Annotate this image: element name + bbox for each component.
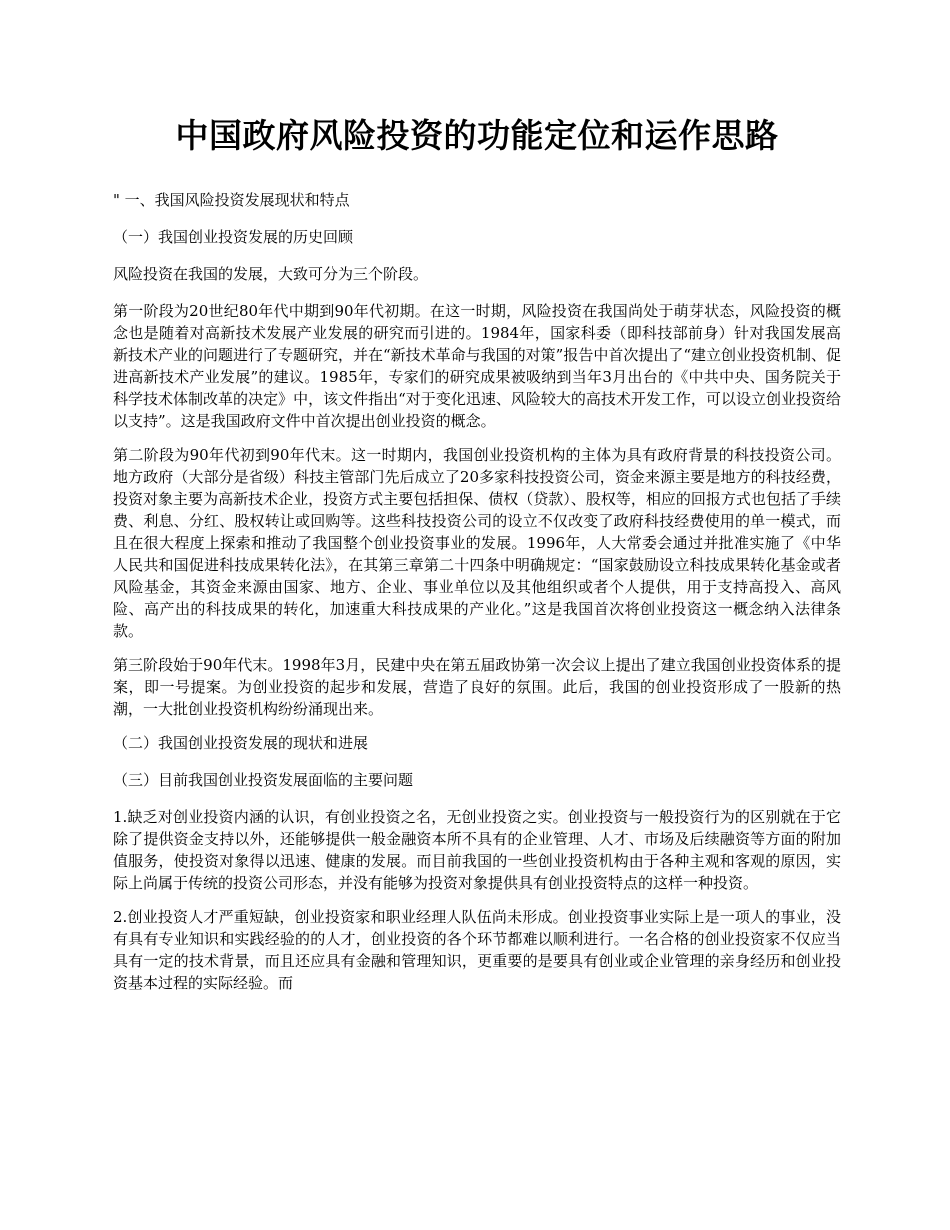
section-heading-1: " 一、我国风险投资发展现状和特点 bbox=[113, 191, 350, 209]
stage-one-paragraph: 第一阶段为20世纪80年代中期到90年代初期。在这一时期，风险投资在我国尚处于萌芽状态，风险投资的概念也是随着对高新技术发展产业发展的研究而引进的。1984年，国家科委（即科技部前身）针对我国发展高新技术产业的问题进行了专题研究，并在“新技术革命与我国的对策”报告中首次提出了“建立创业投资机制、促进高新技术产业发展”的建议。1985年，专家们的研究成果被吸纳到当年3月出台的《中共中央、国务院关于科学技术体制改革的决定》中，该文件指出“对于变化迅速、风险较大的高技术开发工作，可以设立创业投资给以支持”。这是我国政府文件中首次提出创业投资的概念。 bbox=[113, 302, 842, 430]
problem-two-paragraph: 2.创业投资人才严重短缺，创业投资家和职业经理人队伍尚未形成。创业投资事业实际上是一项人的事业，没有具有专业知识和实践经验的的人才，创业投资的各个环节都难以顺利进行。一名合格的创业投资家不仅应当具有一定的技术背景，而且还应具有金融和管理知识，更重要的是要具有创业或企业管理的亲身经历和创业投资基本过程的实际经验。而 bbox=[113, 908, 841, 992]
document-page bbox=[113, 110, 841, 1006]
subsection-heading-2: （二）我国创业投资发展的现状和进展 bbox=[113, 734, 369, 752]
intro-paragraph: 风险投资在我国的发展，大致可分为三个阶段。 bbox=[113, 265, 429, 283]
subsection-heading-1: （一）我国创业投资发展的历史回顾 bbox=[113, 228, 354, 246]
document-title: 中国政府风险投资的功能定位和运作思路 bbox=[175, 116, 779, 155]
stage-two-paragraph: 第二阶段为90年代初到90年代末。这一时期内，我国创业投资机构的主体为具有政府背景的科技投资公司。地方政府（大部分是省级）科技主管部门先后成立了20多家科技投资公司，资金来源主要是地方的科技经费，投资对象主要为高新技术企业，投资方式主要包括担保、债权（贷款）、股权等，相应的回报方式也包括了手续费、利息、分红、股权转让或回购等。这些科技投资公司的设立不仅改变了政府科技经费使用的单一模式，而且在很大程度上探索和推动了我国整个创业投资事业的发展。1996年，人大常委会通过并批准实施了《中华人民共和国促进科技成果转化法》，在其第三章第二十四条中明确规定：“国家鼓励设立科技成果转化基金或者风险基金，其资金来源由国家、地方、企业、事业单位以及其他组织或者个人提供，用于支持高投入、高风险、高产出的科技成果的转化，加速重大科技成果的产业化。”这是我国首次将创业投资这一概念纳入法律条款。 bbox=[113, 446, 841, 640]
subsection-heading-3: （三）目前我国创业投资发展面临的主要问题 bbox=[113, 771, 414, 789]
stage-three-paragraph: 第三阶段始于90年代末。1998年3月，民建中央在第五届政协第一次会议上提出了建立我国创业投资体系的提案，即一号提案。为创业投资的起步和发展，营造了良好的氛围。此后，我国的创业投资形成了一股新的热潮，一大批创业投资机构纷纷涌现出来。 bbox=[113, 656, 841, 718]
problem-one-paragraph: 1.缺乏对创业投资内涵的认识，有创业投资之名，无创业投资之实。创业投资与一般投资行为的区别就在于它除了提供资金支持以外，还能够提供一般金融资本所不具有的企业管理、人才、市场及后续融资等方面的附加值服务，使投资对象得以迅速、健康的发展。而目前我国的一些创业投资机构由于各种主观和客观的原因，实际上尚属于传统的投资公司形态，并没有能够为投资对象提供具有创业投资特点的这样一种投资。 bbox=[113, 808, 841, 892]
